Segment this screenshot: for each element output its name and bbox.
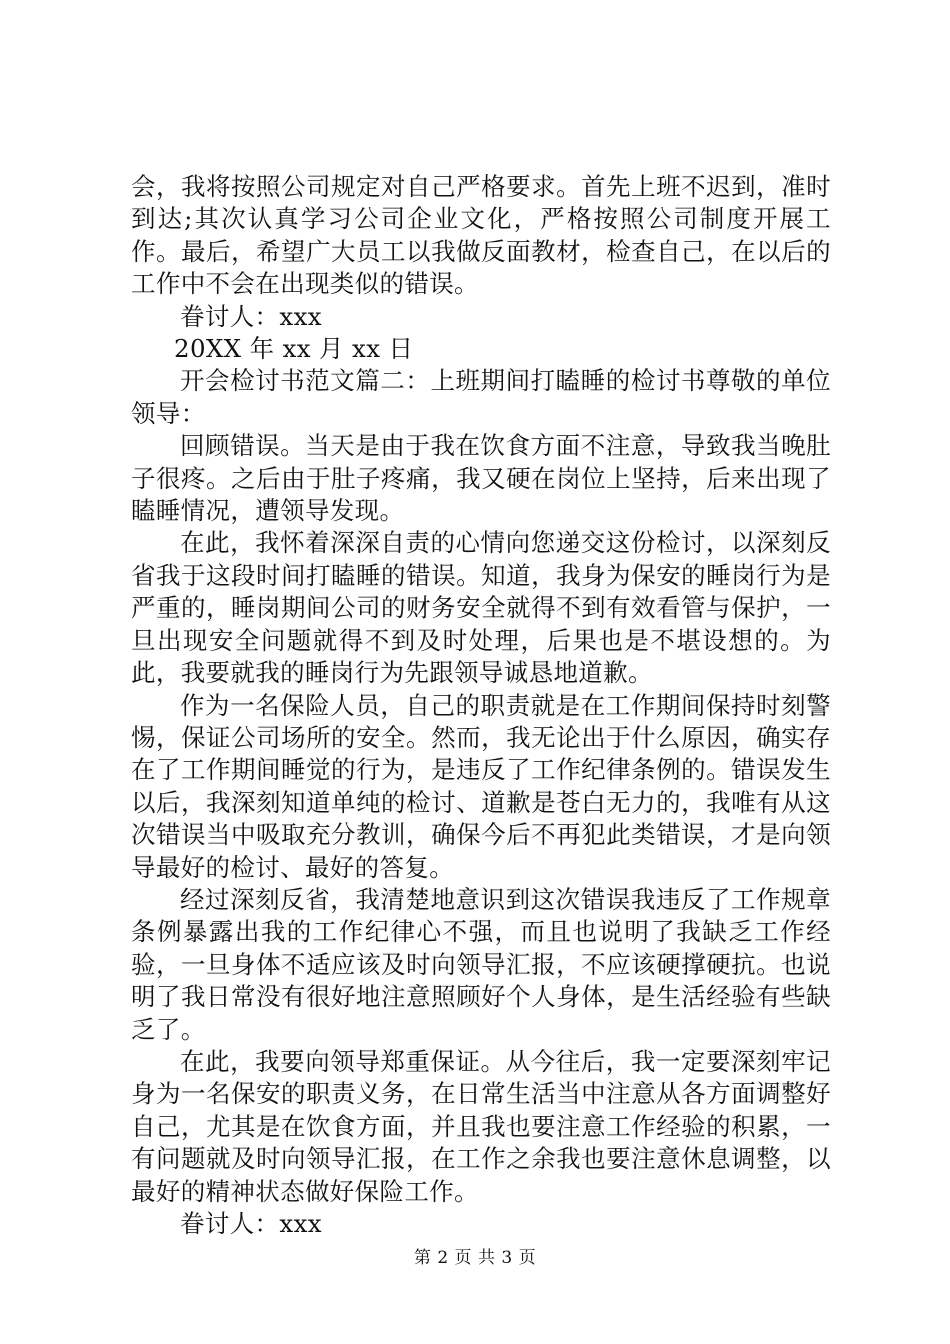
- paragraph-deep-reflection: 经过深刻反省，我清楚地意识到这次错误我违反了工作规章条例暴露出我的工作纪律心不强，而且也说明了我缺乏工作经验，一旦身体不适应该及时向领导汇报，不应该硬撑硬抗。也说明了我日常没有很好地注意照顾好个人身体，是生活经验有些缺乏了。: [131, 884, 831, 1044]
- paragraph-heading-part-two: 开会检讨书范文篇二：上班期间打瞌睡的检讨书尊敬的单位领导：: [131, 366, 831, 428]
- paragraph-1: 会，我将按照公司规定对自己严格要求。首先上班不迟到，准时到达;其次认真学习公司企业文化，严格按照公司制度开展工作。最后，希望广大员工以我做反面教材，检查自己，在以后的工作中不会在出现类似的错误。: [131, 172, 831, 299]
- paragraph-duty: 作为一名保险人员，自己的职责就是在工作期间保持时刻警惕，保证公司场所的安全。然而，我无论出于什么原因，确实存在了工作期间睡觉的行为，是违反了工作纪律条例的。错误发生以后，我深刻知道单纯的检讨、道歉是苍白无力的，我唯有从这次错误当中吸取充分教训，确保今后不再犯此类错误，才是向领导最好的检讨、最好的答复。: [131, 690, 831, 882]
- page-footer: 第 2 页 共 3 页: [413, 1248, 537, 1268]
- paragraph-self-reflection: 在此，我怀着深深自责的心情向您递交这份检讨，以深刻反省我于这段时间打瞌睡的错误。知道，我身为保安的睡岗行为是严重的，睡岗期间公司的财务安全就得不到有效看管与保护，一旦出现安全问题就得不到及时处理，后果也是不堪设想的。为此，我要就我的睡岗行为先跟领导诚恳地道歉。: [131, 528, 831, 688]
- paragraph-guarantee: 在此，我要向领导郑重保证。从今往后，我一定要深刻牢记身为一名保安的职责义务，在日常生活当中注意从各方面调整好自己，尤其是在饮食方面，并且我也要注意工作经验的积累，一有问题就及时向领导汇报，在工作之余我也要注意休息调整，以最好的精神状态做好保险工作。: [131, 1046, 831, 1206]
- paragraph-signature-2: 眷讨人：xxx: [180, 1209, 322, 1238]
- paragraph-date: 20XX 年 xx 月 xx 日: [174, 334, 414, 364]
- paragraph-signature-1: 眷讨人：xxx: [180, 301, 322, 331]
- document-body: [131, 171, 831, 1240]
- paragraph-review-error: 回顾错误。当天是由于我在饮食方面不注意，导致我当晚肚子很疼。之后由于肚子疼痛，我又硬在岗位上坚持，后来出现了瞌睡情况，遭领导发现。: [131, 431, 831, 526]
